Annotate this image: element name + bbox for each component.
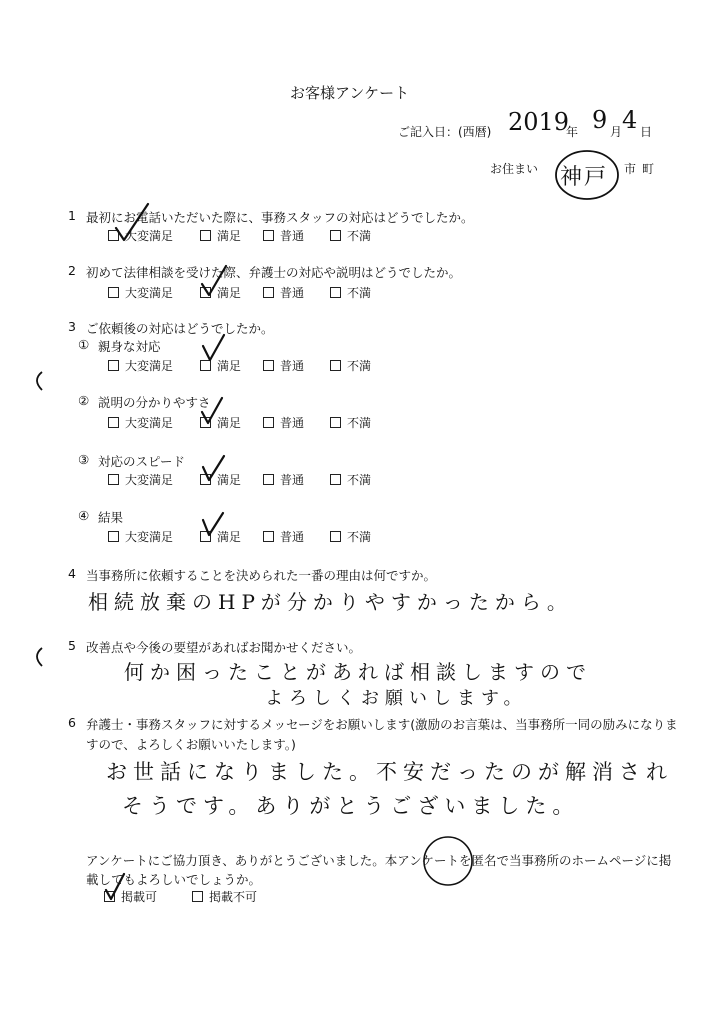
q3-2-option-average[interactable]: 普通	[263, 414, 304, 431]
page-title: お客様アンケート	[290, 84, 410, 102]
q3-2-option-dissatisfied[interactable]: 不満	[330, 414, 371, 431]
q3-sub1-label: 親身な対応	[98, 339, 161, 354]
q5-number: 5	[68, 638, 76, 653]
date-year-unit: 年	[566, 125, 579, 139]
q3-sub2-number: ②	[78, 393, 90, 408]
date-day-value[interactable]: 4	[622, 106, 638, 134]
q1-option-average[interactable]: 普通	[263, 227, 304, 244]
check-mark-publish	[106, 874, 124, 899]
q3-sub4-number: ④	[78, 508, 90, 523]
check-mark-q3-2	[202, 398, 222, 423]
q3-1-option-average[interactable]: 普通	[263, 357, 304, 374]
q2-text: 初めて法律相談を受けた際、弁護士の対応や説明はどうでしたか。	[86, 265, 462, 280]
date-label: ご記入日：(西暦)	[398, 125, 492, 139]
q6-answer-line1[interactable]: お世話になりました。不安だったのが解消され	[106, 760, 673, 784]
q4-number: 4	[68, 566, 76, 581]
date-year-value[interactable]: 2019	[508, 108, 570, 136]
q1-option-very-satisfied[interactable]: 大変満足	[108, 227, 173, 244]
q5-text: 改善点や今後の要望があればお聞かせください。	[86, 640, 362, 655]
q1-text: 最初にお電話いただいた際に、事務スタッフの対応はどうでしたか。	[86, 210, 474, 225]
publish-option-no[interactable]: 掲載不可	[192, 888, 257, 905]
closing-line1: アンケートにご協力頂き、ありがとうございました。本アンケートを匿名で当事務所のホームページに掲	[86, 853, 672, 868]
q3-1-option-dissatisfied[interactable]: 不満	[330, 357, 371, 374]
q3-3-option-satisfied[interactable]: 満足	[200, 471, 241, 488]
publish-option-yes[interactable]: 掲載可	[104, 888, 157, 905]
date-month-unit: 月	[610, 125, 623, 139]
closing-line2: 載してもよろしいでしょうか。	[86, 872, 262, 887]
q3-4-option-satisfied[interactable]: 満足	[200, 528, 241, 545]
q6-text-line2: すので、よろしくお願いいたします。)	[86, 737, 296, 752]
q1-option-satisfied[interactable]: 満足	[200, 227, 241, 244]
q2-number: 2	[68, 263, 76, 278]
q3-4-option-dissatisfied[interactable]: 不満	[330, 528, 371, 545]
check-mark-q3-4	[203, 513, 223, 535]
q3-sub4-label: 結果	[98, 510, 124, 525]
q3-3-option-very-satisfied[interactable]: 大変満足	[108, 471, 173, 488]
q3-1-option-very-satisfied[interactable]: 大変満足	[108, 357, 173, 374]
q5-answer-line1[interactable]: 何か困ったことがあれば相談しますので	[124, 660, 592, 684]
check-mark-q3-3	[203, 456, 224, 480]
q2-option-average[interactable]: 普通	[263, 284, 304, 301]
address-town-unit: 町	[642, 162, 655, 176]
date-month-value[interactable]: 9	[592, 106, 608, 134]
anonymous-circle	[424, 837, 472, 885]
q4-text: 当事務所に依頼することを決められた一番の理由は何ですか。	[86, 568, 437, 583]
margin-paren-2	[37, 648, 42, 666]
q3-text: ご依頼後の対応はどうでしたか。	[86, 321, 274, 336]
q3-1-option-satisfied[interactable]: 満足	[200, 357, 241, 374]
q6-answer-line2[interactable]: そうです。ありがとうございました。	[122, 794, 580, 818]
date-day-unit: 日	[640, 125, 653, 139]
q3-sub2-label: 説明の分かりやすさ	[98, 395, 211, 410]
address-city-unit: 市	[624, 162, 637, 176]
check-mark-q2	[202, 266, 226, 295]
q2-option-very-satisfied[interactable]: 大変満足	[108, 284, 173, 301]
address-label: お住まい	[490, 162, 539, 176]
q6-text-line1: 弁護士・事務スタッフに対するメッセージをお願いします(激励のお言葉は、当事務所一同の励みになりま	[86, 717, 678, 732]
margin-paren-1	[37, 372, 42, 390]
q5-answer-line2[interactable]: よろしくお願いします。	[265, 688, 528, 709]
q3-3-option-dissatisfied[interactable]: 不満	[330, 471, 371, 488]
q1-number: 1	[68, 208, 76, 223]
check-mark-q1	[116, 204, 148, 240]
q1-option-dissatisfied[interactable]: 不満	[330, 227, 371, 244]
q3-2-option-very-satisfied[interactable]: 大変満足	[108, 414, 173, 431]
q3-sub1-number: ①	[78, 337, 90, 352]
address-circle	[556, 151, 618, 199]
q3-3-option-average[interactable]: 普通	[263, 471, 304, 488]
q3-2-option-satisfied[interactable]: 満足	[200, 414, 241, 431]
q2-option-dissatisfied[interactable]: 不満	[330, 284, 371, 301]
q2-option-satisfied[interactable]: 満足	[200, 284, 241, 301]
q4-answer[interactable]: 相続放棄のHPが分かりやすかったから。	[88, 590, 573, 614]
address-value[interactable]: 神戸	[560, 165, 609, 190]
q3-4-option-very-satisfied[interactable]: 大変満足	[108, 528, 173, 545]
check-mark-q3-1	[203, 335, 224, 360]
q3-4-option-average[interactable]: 普通	[263, 528, 304, 545]
q3-sub3-label: 対応のスピード	[98, 454, 186, 469]
q3-sub3-number: ③	[78, 452, 90, 467]
q3-number: 3	[68, 319, 76, 334]
q6-number: 6	[68, 715, 76, 730]
